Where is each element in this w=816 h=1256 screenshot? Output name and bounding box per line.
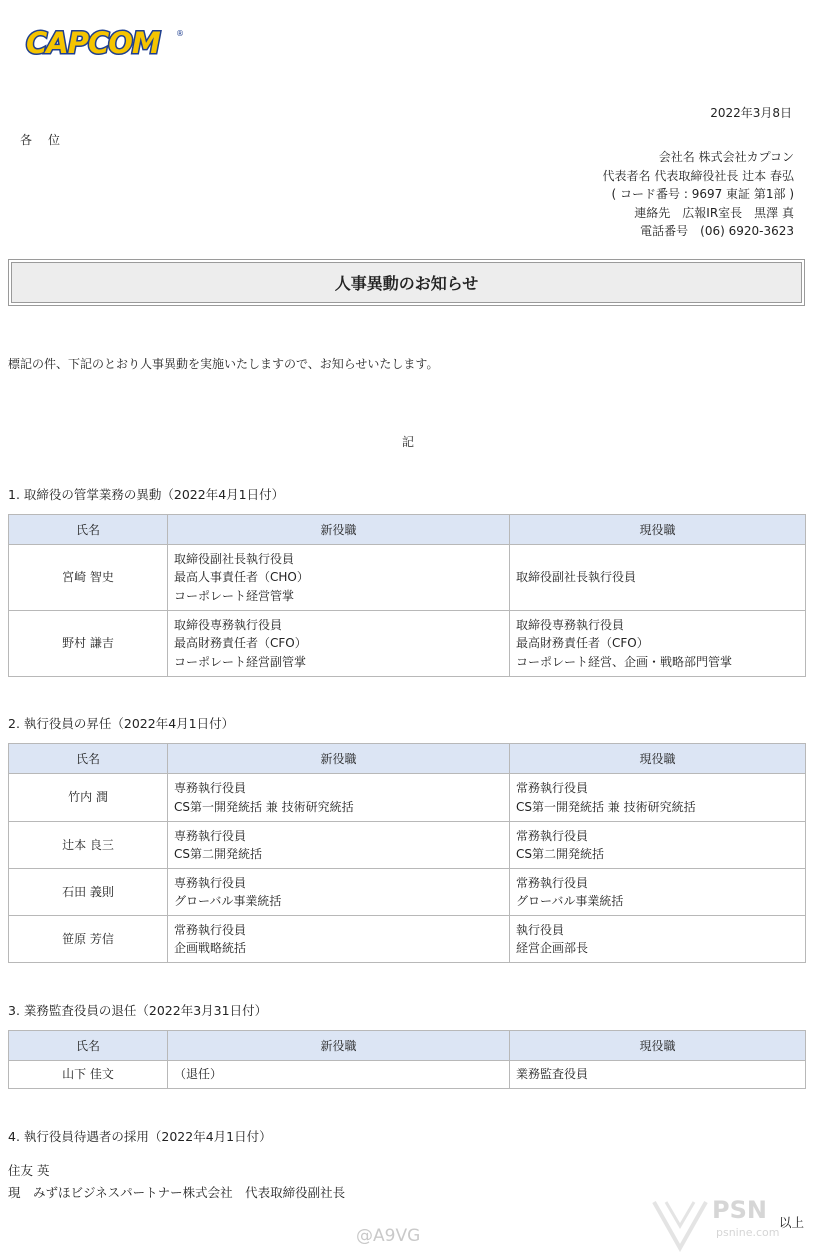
current-position [510,774,806,822]
position-line: コーポレート経営、企画・戦略部門管掌 [516,654,733,669]
table-row [9,774,806,822]
section2-heading: 2. 執行役員の昇任（2022年4月1日付） [8,716,235,731]
person-name: 野村 謙吉 [9,611,168,677]
company-info [603,148,794,241]
person-name: 石田 義則 [9,869,168,916]
header-current-position: 現役職 [510,744,806,774]
position-line: 企画戦略統括 [174,941,247,955]
stock-code: ( コード番号 : 9697 東証 第1部 ) [611,187,794,201]
position-line: CS第二開発統括 [516,847,604,861]
position-line: CS第一開発統括 兼 技術研究統括 [516,799,696,814]
current-position [510,822,806,869]
header-current-position: 現役職 [510,515,806,545]
table-row [9,1061,806,1089]
position-line: 専務執行役員 [174,781,247,795]
position-line: 常務執行役員 [174,922,247,937]
ki-marker: 記 [401,435,414,449]
section4-heading: 4. 執行役員待遇者の採用（2022年4月1日付） [8,1129,272,1144]
new-position [168,916,510,963]
svg-text:CAPCOM: CAPCOM [26,26,160,60]
header-name: 氏名 [9,515,168,545]
capcom-logo [24,24,188,60]
position-line: 取締役専務執行役員 [174,617,283,632]
closing-mark: 以上 [778,1215,804,1230]
position-line: 取締役専務執行役員 [516,617,625,632]
position-line: 取締役副社長執行役員 [174,551,295,566]
section1-table [8,514,806,677]
adoptee-detail: 現 みずほビジネスパートナー株式会社 代表取締役副社長 [8,1185,346,1200]
table-row [9,545,806,611]
header-new-position: 新役職 [168,744,510,774]
representative: 代表者名 代表取締役社長 辻本 春弘 [602,168,794,183]
header-new-position: 新役職 [168,1031,510,1061]
page-title: 人事異動のお知らせ [11,262,802,303]
position-line: （退任） [174,1067,223,1082]
new-position [168,774,510,822]
weibo-watermark: @A9VG [356,1226,421,1246]
phone-number: 電話番号 (06) 6920-3623 [640,224,794,238]
adoption-info [8,1160,345,1204]
intro-text: 標記の件、下記のとおり人事異動を実施いたしますので、お知らせいたします。 [8,357,439,371]
position-line: グローバル事業統括 [174,894,282,908]
position-line: 常務執行役員 [516,875,589,890]
position-line: 取締役副社長執行役員 [516,570,637,585]
header-new-position: 新役職 [168,515,510,545]
current-position [510,916,806,963]
new-position [168,611,510,677]
position-line: 最高財務責任者（CFO） [174,636,307,651]
table-row [9,916,806,963]
position-line: 最高財務責任者（CFO） [516,636,649,651]
position-line: 経営企画部長 [516,941,589,955]
new-position [168,1061,510,1089]
release-date: 2022年3月8日 [710,106,792,120]
header-name: 氏名 [9,744,168,774]
position-line: 業務監査役員 [516,1067,589,1082]
header-current-position: 現役職 [510,1031,806,1061]
position-line: コーポレート経営副管掌 [174,654,307,669]
position-line: コーポレート経営管掌 [174,588,295,603]
person-name: 笹原 芳信 [9,916,168,963]
current-position [510,869,806,916]
contact-person: 連絡先 広報IR室長 黒澤 真 [634,205,794,220]
new-position [168,545,510,611]
psn-watermark: PSN [712,1196,767,1224]
new-position [168,869,510,916]
psn-watermark-sub: psnine.com [716,1226,780,1239]
person-name: 竹内 潤 [9,774,168,822]
position-line: 専務執行役員 [174,828,247,843]
position-line: 専務執行役員 [174,875,247,890]
position-line: 常務執行役員 [516,828,589,843]
section2-table [8,743,806,963]
new-position [168,822,510,869]
section3-table [8,1030,806,1089]
position-line: グローバル事業統括 [516,894,624,908]
table-row [9,869,806,916]
person-name: 宮崎 智史 [9,545,168,611]
section3-heading: 3. 業務監査役員の退任（2022年3月31日付） [8,1003,268,1018]
position-line: 常務執行役員 [516,781,589,795]
current-position [510,545,806,611]
title-box [8,259,805,306]
position-line: 最高人事責任者（CHO） [174,570,309,585]
adoptee-name: 住友 英 [8,1163,50,1178]
current-position [510,611,806,677]
svg-text:®: ® [176,29,184,38]
header-name: 氏名 [9,1031,168,1061]
position-line: 執行役員 [516,922,565,937]
position-line: CS第二開発統括 [174,847,262,861]
table-row [9,822,806,869]
company-name: 会社名 株式会社カプコン [658,150,794,164]
current-position [510,1061,806,1089]
table-row [9,611,806,677]
person-name: 辻本 良三 [9,822,168,869]
addressee: 各 位 [20,133,63,147]
section1-heading: 1. 取締役の管掌業務の異動（2022年4月1日付） [8,487,285,502]
position-line: CS第一開発統括 兼 技術研究統括 [174,799,354,814]
person-name: 山下 佳文 [9,1061,168,1089]
